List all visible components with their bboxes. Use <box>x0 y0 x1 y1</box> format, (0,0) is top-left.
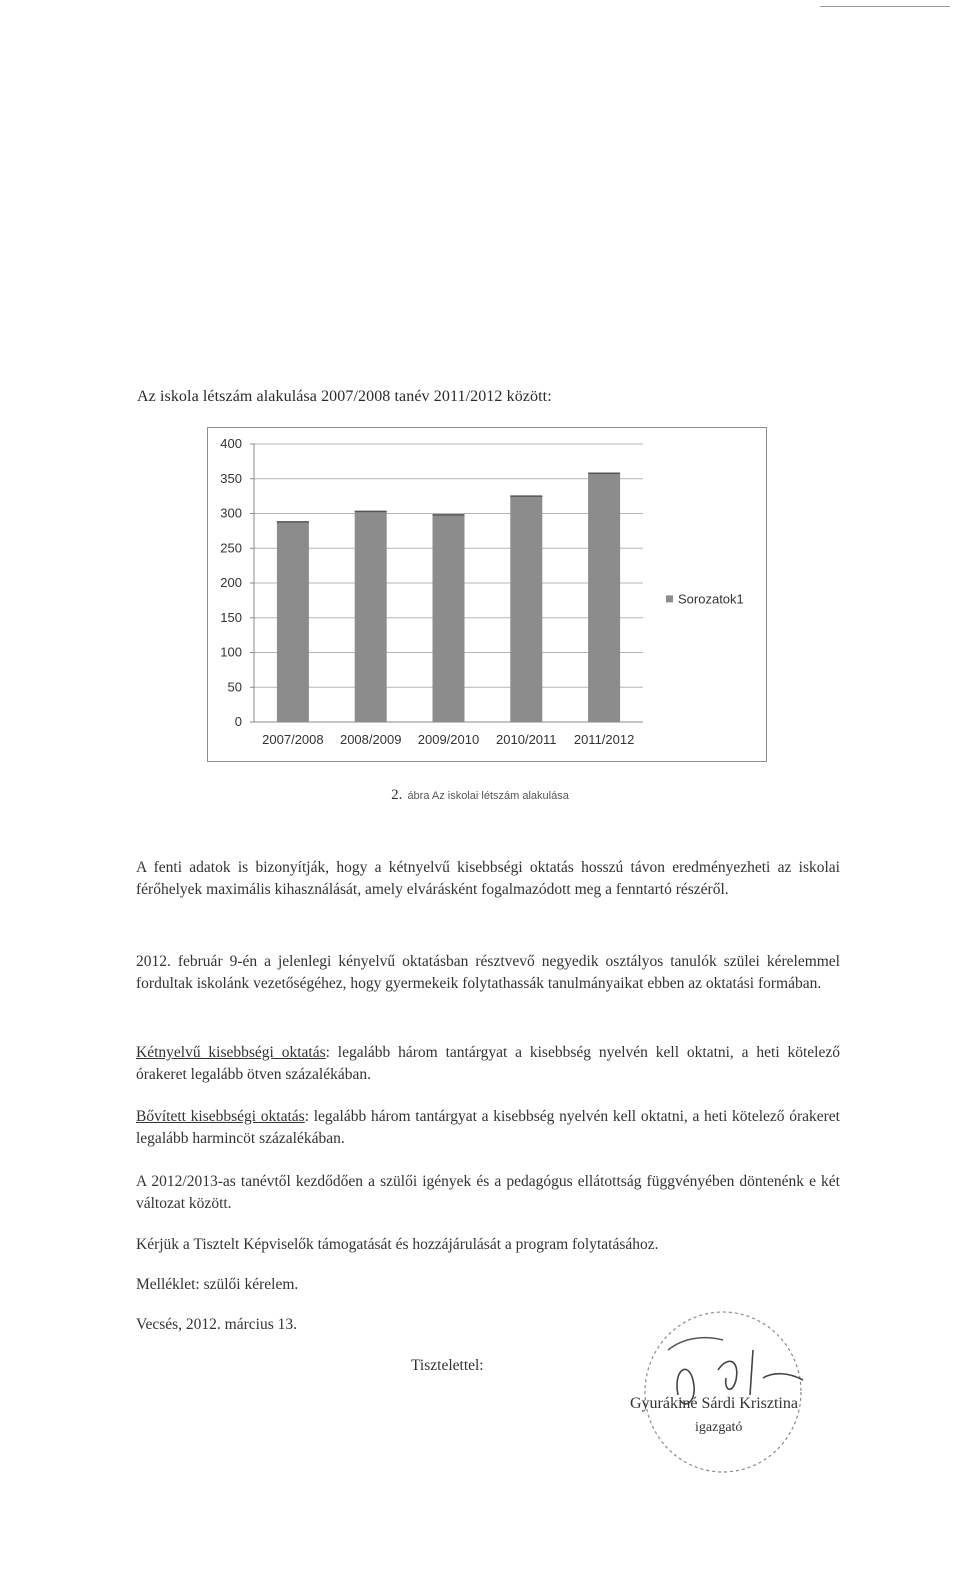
y-tick-label: 0 <box>234 714 242 729</box>
x-tick-label: 2009/2010 <box>417 732 480 747</box>
signatory-name: Gyurákiné Sárdi Krisztina <box>630 1395 798 1412</box>
place-date: Vecsés, 2012. március 13. <box>136 1316 297 1333</box>
y-tick-label: 100 <box>220 644 242 660</box>
term-bovitett: Bővített kisebbségi oktatás <box>136 1108 305 1125</box>
official-stamp <box>628 1300 828 1480</box>
y-tick-label: 50 <box>227 679 242 695</box>
paragraph-3 <box>136 1042 840 1085</box>
chart-frame <box>207 427 767 762</box>
y-tick-label: 350 <box>220 470 242 486</box>
term-ketnyelvu: Kétnyelvű kisebbségi oktatás <box>136 1044 326 1061</box>
bar-chart <box>208 428 766 761</box>
bar <box>510 496 542 722</box>
bar <box>355 511 387 722</box>
signatory-title: igazgató <box>695 1420 743 1435</box>
closing-greeting: Tisztelettel: <box>411 1357 484 1374</box>
y-tick-label: 250 <box>220 540 242 556</box>
y-tick-label: 200 <box>220 575 242 590</box>
paragraph-5: A 2012/2013-as tanévtől kezdődően a szülői igények és a pedagógus ellátottság függvényében döntenénk e két változat között. <box>136 1173 840 1212</box>
x-tick-label: 2011/2012 <box>573 732 635 747</box>
attachment-line: Melléklet: szülői kérelem. <box>136 1276 299 1293</box>
chart-intro: Az iskola létszám alakulása 2007/2008 tanév 2011/2012 között: <box>137 388 552 405</box>
y-tick-label: 300 <box>220 505 242 521</box>
definition-ketnyelvu: : legalább három tantárgyat a kisebbség nyelvén kell oktatni, a heti kötelező órakeret legalább ötven százalékában. <box>136 1044 840 1083</box>
paragraph-2: 2012. február 9-én a jelenlegi kényelvű oktatásban résztvevő negyedik osztályos tanulók szülei kérelemmel fordultak iskolánk vezetőségéhez, hogy gyermekeik folytathassák tanulmányaikat ebben az oktatási formában. <box>136 953 840 992</box>
legend-swatch <box>666 595 673 602</box>
x-tick-label: 2010/2011 <box>496 732 557 747</box>
caption-text: ábra Az iskolai létszám alakulása <box>407 790 569 802</box>
figure-caption <box>0 787 960 804</box>
legend-label: Sorozatok1 <box>678 591 744 607</box>
paragraph-6: Kérjük a Tisztelt Képviselők támogatását és hozzájárulását a program folytatásához. <box>136 1236 659 1253</box>
y-tick-label: 400 <box>220 436 242 451</box>
bar <box>433 515 465 722</box>
caption-number: 2. <box>391 787 403 803</box>
x-tick-label: 2007/2008 <box>262 732 324 747</box>
x-tick-label: 2008/2009 <box>339 732 402 747</box>
definition-bovitett: : legalább három tantárgyat a kisebbség nyelvén kell oktatni, a heti kötelező órakeret legalább harmincöt százalékában. <box>136 1108 840 1147</box>
page-edge-line <box>820 6 950 7</box>
paragraph-4 <box>136 1106 840 1149</box>
bar <box>277 522 309 722</box>
bar <box>588 473 620 722</box>
y-tick-label: 150 <box>220 609 242 625</box>
paragraph-1: A fenti adatok is bizonyítják, hogy a kétnyelvű kisebbségi oktatás hosszú távon eredményezheti az iskolai férőhelyek maximális kihasználását, amely elvárásként fogalmazódott meg a fenntartó részéről. <box>136 859 840 898</box>
